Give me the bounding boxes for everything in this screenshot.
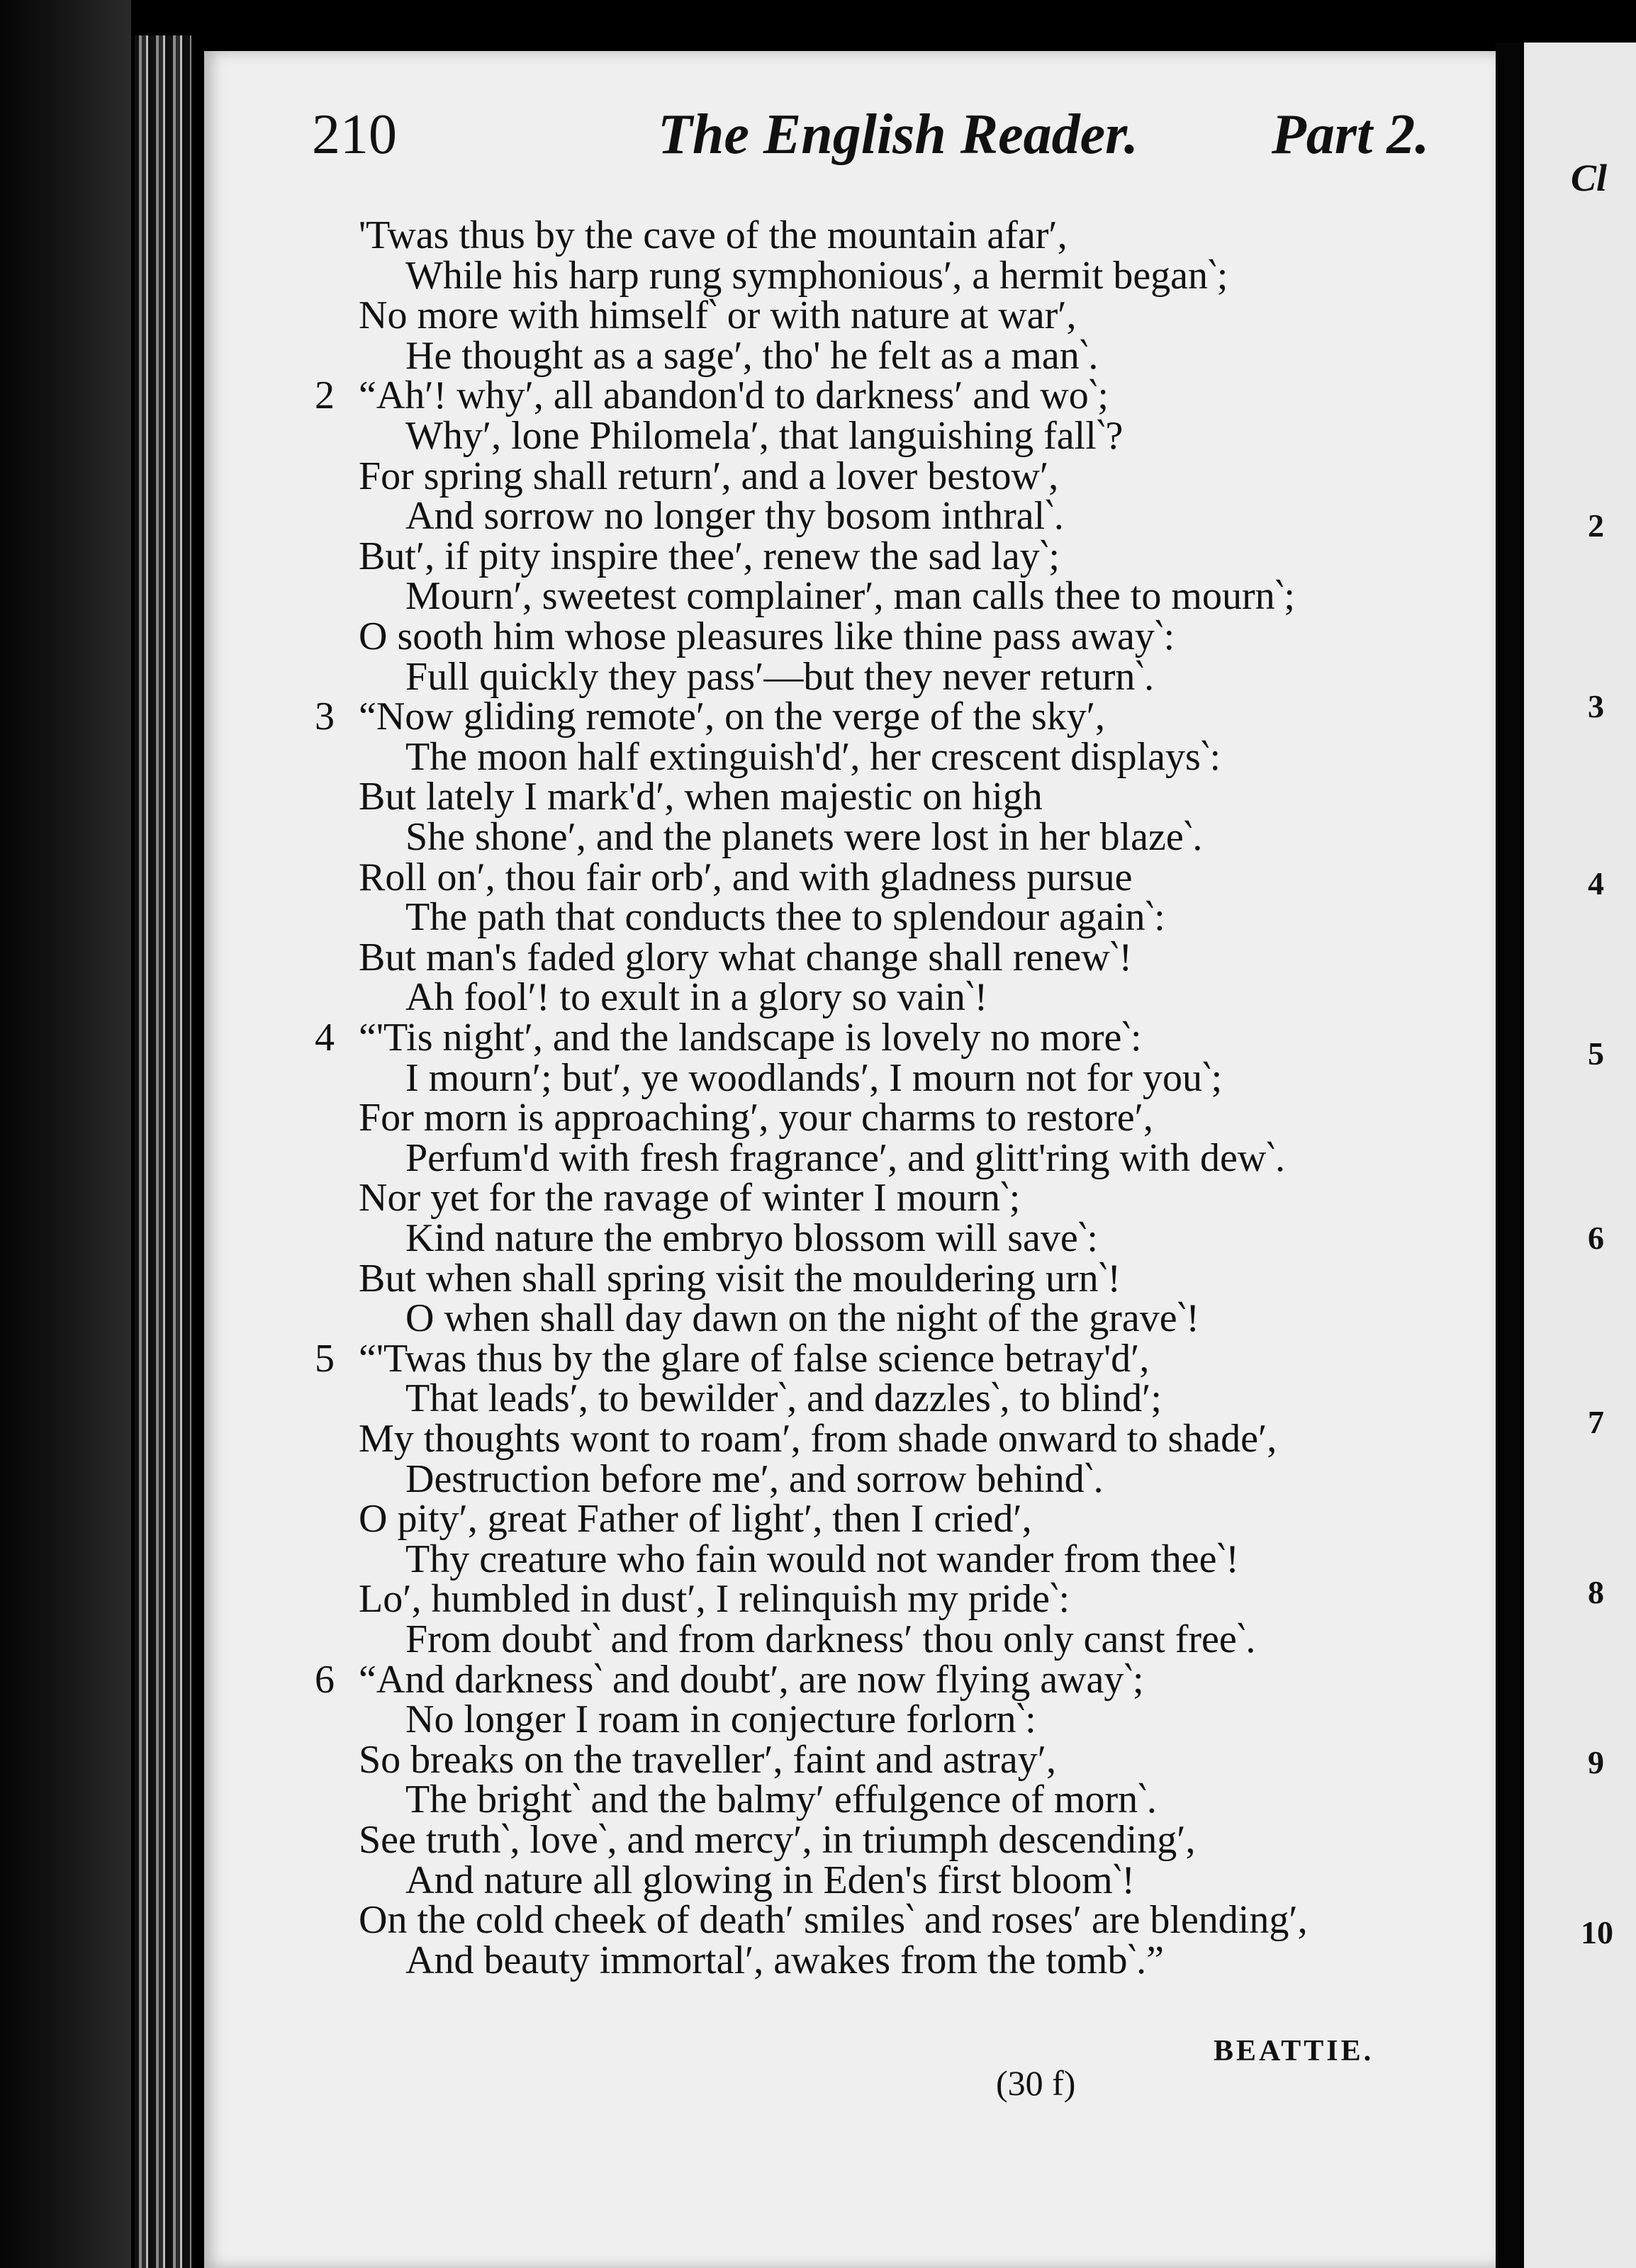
poem-line: My thoughts wont to roam′, from shade onward to shade′, — [359, 1417, 1277, 1461]
stanza-number: 3 — [315, 695, 335, 739]
poem-line: See truth‵, love‵, and mercy′, in triumph descending′, — [359, 1818, 1196, 1862]
adjacent-page-edge — [1524, 43, 1636, 2268]
poem-line: Thy creature who fain would not wander from thee‵! — [405, 1537, 1239, 1581]
printer-signature: (30 f) — [996, 2063, 1076, 2103]
poem-line: She shone′, and the planets were lost in her blaze‵. — [405, 815, 1203, 859]
poem-line: “Now gliding remote′, on the verge of the sky′, — [359, 695, 1106, 739]
poem-line: No more with himself‵ or with nature at war′, — [359, 293, 1077, 338]
poem-line: “'Twas thus by the glare of false science betray'd′, — [359, 1336, 1150, 1381]
poem-line: Kind nature the embryo blossom will save‵: — [405, 1216, 1098, 1260]
poem-line: Roll on′, thou fair orb′, and with gladness pursue — [359, 855, 1133, 899]
stanza-number: 6 — [315, 1657, 335, 1702]
poem-line: “'Tis night′, and the landscape is lovely no more‵: — [359, 1016, 1142, 1060]
adjacent-header-fragment: Cl — [1571, 157, 1608, 199]
poem-line: And beauty immortal′, awakes from the tomb‵.” — [405, 1938, 1165, 1982]
poem-line: No longer I roam in conjecture forlorn‵: — [405, 1697, 1036, 1742]
poem-line: I mourn′; but′, ye woodlands′, I mourn not for you‵; — [405, 1055, 1223, 1100]
book-spine — [135, 35, 191, 2268]
poem-line: For morn is approaching′, your charms to restore′, — [359, 1096, 1153, 1140]
poem-line: While his harp rung symphonious′, a hermit began‵; — [405, 253, 1228, 298]
adjacent-verse-number: 4 — [1588, 865, 1604, 902]
adjacent-verse-number: 5 — [1588, 1035, 1604, 1072]
poem-line: Lo′, humbled in dust′, I relinquish my pride‵: — [359, 1577, 1070, 1622]
scan-background — [0, 0, 131, 2268]
poem-line: Full quickly they pass′—but they never return‵. — [405, 654, 1155, 699]
poem-line: Destruction before me′, and sorrow behind‵. — [405, 1456, 1104, 1501]
poem-line: O sooth him whose pleasures like thine pass away‵: — [359, 614, 1175, 658]
poem-line: But′, if pity inspire thee′, renew the sad lay‵; — [359, 534, 1060, 578]
poem-line: Why′, lone Philomela′, that languishing fall‵? — [405, 414, 1124, 458]
stanza-number: 2 — [315, 374, 335, 418]
poem-line: O pity′, great Father of light′, then I cried′, — [359, 1497, 1032, 1542]
poem-line: Ah fool′! to exult in a glory so vain‵! — [405, 975, 988, 1020]
part-label: Part 2. — [1272, 103, 1430, 166]
poem-line: And nature all glowing in Eden's first bloom‵! — [405, 1858, 1136, 1902]
poem-line: For spring shall return′, and a lover bestow′, — [359, 454, 1059, 498]
poem-line: So breaks on the traveller′, faint and astray′, — [359, 1737, 1056, 1782]
adjacent-verse-number: 8 — [1588, 1574, 1604, 1610]
poem-line: On the cold cheek of death′ smiles‵ and roses′ are blending′, — [359, 1898, 1308, 1943]
poem-line: But when shall spring visit the mouldering urn‵! — [359, 1256, 1121, 1301]
adjacent-verse-number: 7 — [1588, 1404, 1604, 1440]
poem-line: But man's faded glory what change shall renew‵! — [359, 935, 1133, 979]
poem-line: From doubt‵ and from darkness′ thou only canst free‵. — [405, 1617, 1256, 1661]
author-attribution: BEATTIE. — [1214, 2035, 1374, 2067]
poem-line: And sorrow no longer thy bosom inthral‵. — [405, 494, 1064, 539]
poem-line: But lately I mark'd′, when majestic on high — [359, 775, 1043, 819]
poem-line: 'Twas thus by the cave of the mountain afar′, — [359, 213, 1068, 257]
adjacent-verse-number: 10 — [1581, 1914, 1613, 1950]
poem-line: The path that conducts thee to splendour again‵: — [405, 895, 1165, 940]
poem-line: The bright‵ and the balmy′ effulgence of morn‵. — [405, 1778, 1157, 1822]
page-gutter — [1496, 43, 1524, 2268]
poem-line: O when shall day dawn on the night of the grave‵! — [405, 1296, 1199, 1341]
stanza-number: 5 — [315, 1336, 335, 1381]
page-number: 210 — [312, 103, 397, 166]
adjacent-verse-number: 6 — [1588, 1220, 1604, 1256]
poem-line: Perfum'd with fresh fragrance′, and glitt'ring with dew‵. — [405, 1135, 1286, 1180]
poem-line: “And darkness‵ and doubt′, are now flying away‵; — [359, 1657, 1144, 1702]
poem-line: He thought as a sage′, tho' he felt as a man‵. — [405, 333, 1099, 378]
stanza-number: 4 — [315, 1016, 335, 1060]
poem-line: “Ah′! why′, all abandon'd to darkness′ and wo‵; — [359, 374, 1109, 418]
poem-line: Nor yet for the ravage of winter I mourn‵; — [359, 1176, 1021, 1220]
adjacent-verse-number: 3 — [1588, 688, 1604, 724]
adjacent-verse-number: 9 — [1588, 1744, 1604, 1780]
poem-line: Mourn′, sweetest complainer′, man calls thee to mourn‵; — [405, 574, 1295, 619]
poem-line: That leads′, to bewilder‵, and dazzles‵, to blind′; — [405, 1376, 1162, 1421]
running-title: The English Reader. — [658, 103, 1138, 166]
adjacent-verse-number: 2 — [1588, 507, 1604, 544]
poem-line: The moon half extinguish'd′, her crescent displays‵: — [405, 734, 1221, 779]
